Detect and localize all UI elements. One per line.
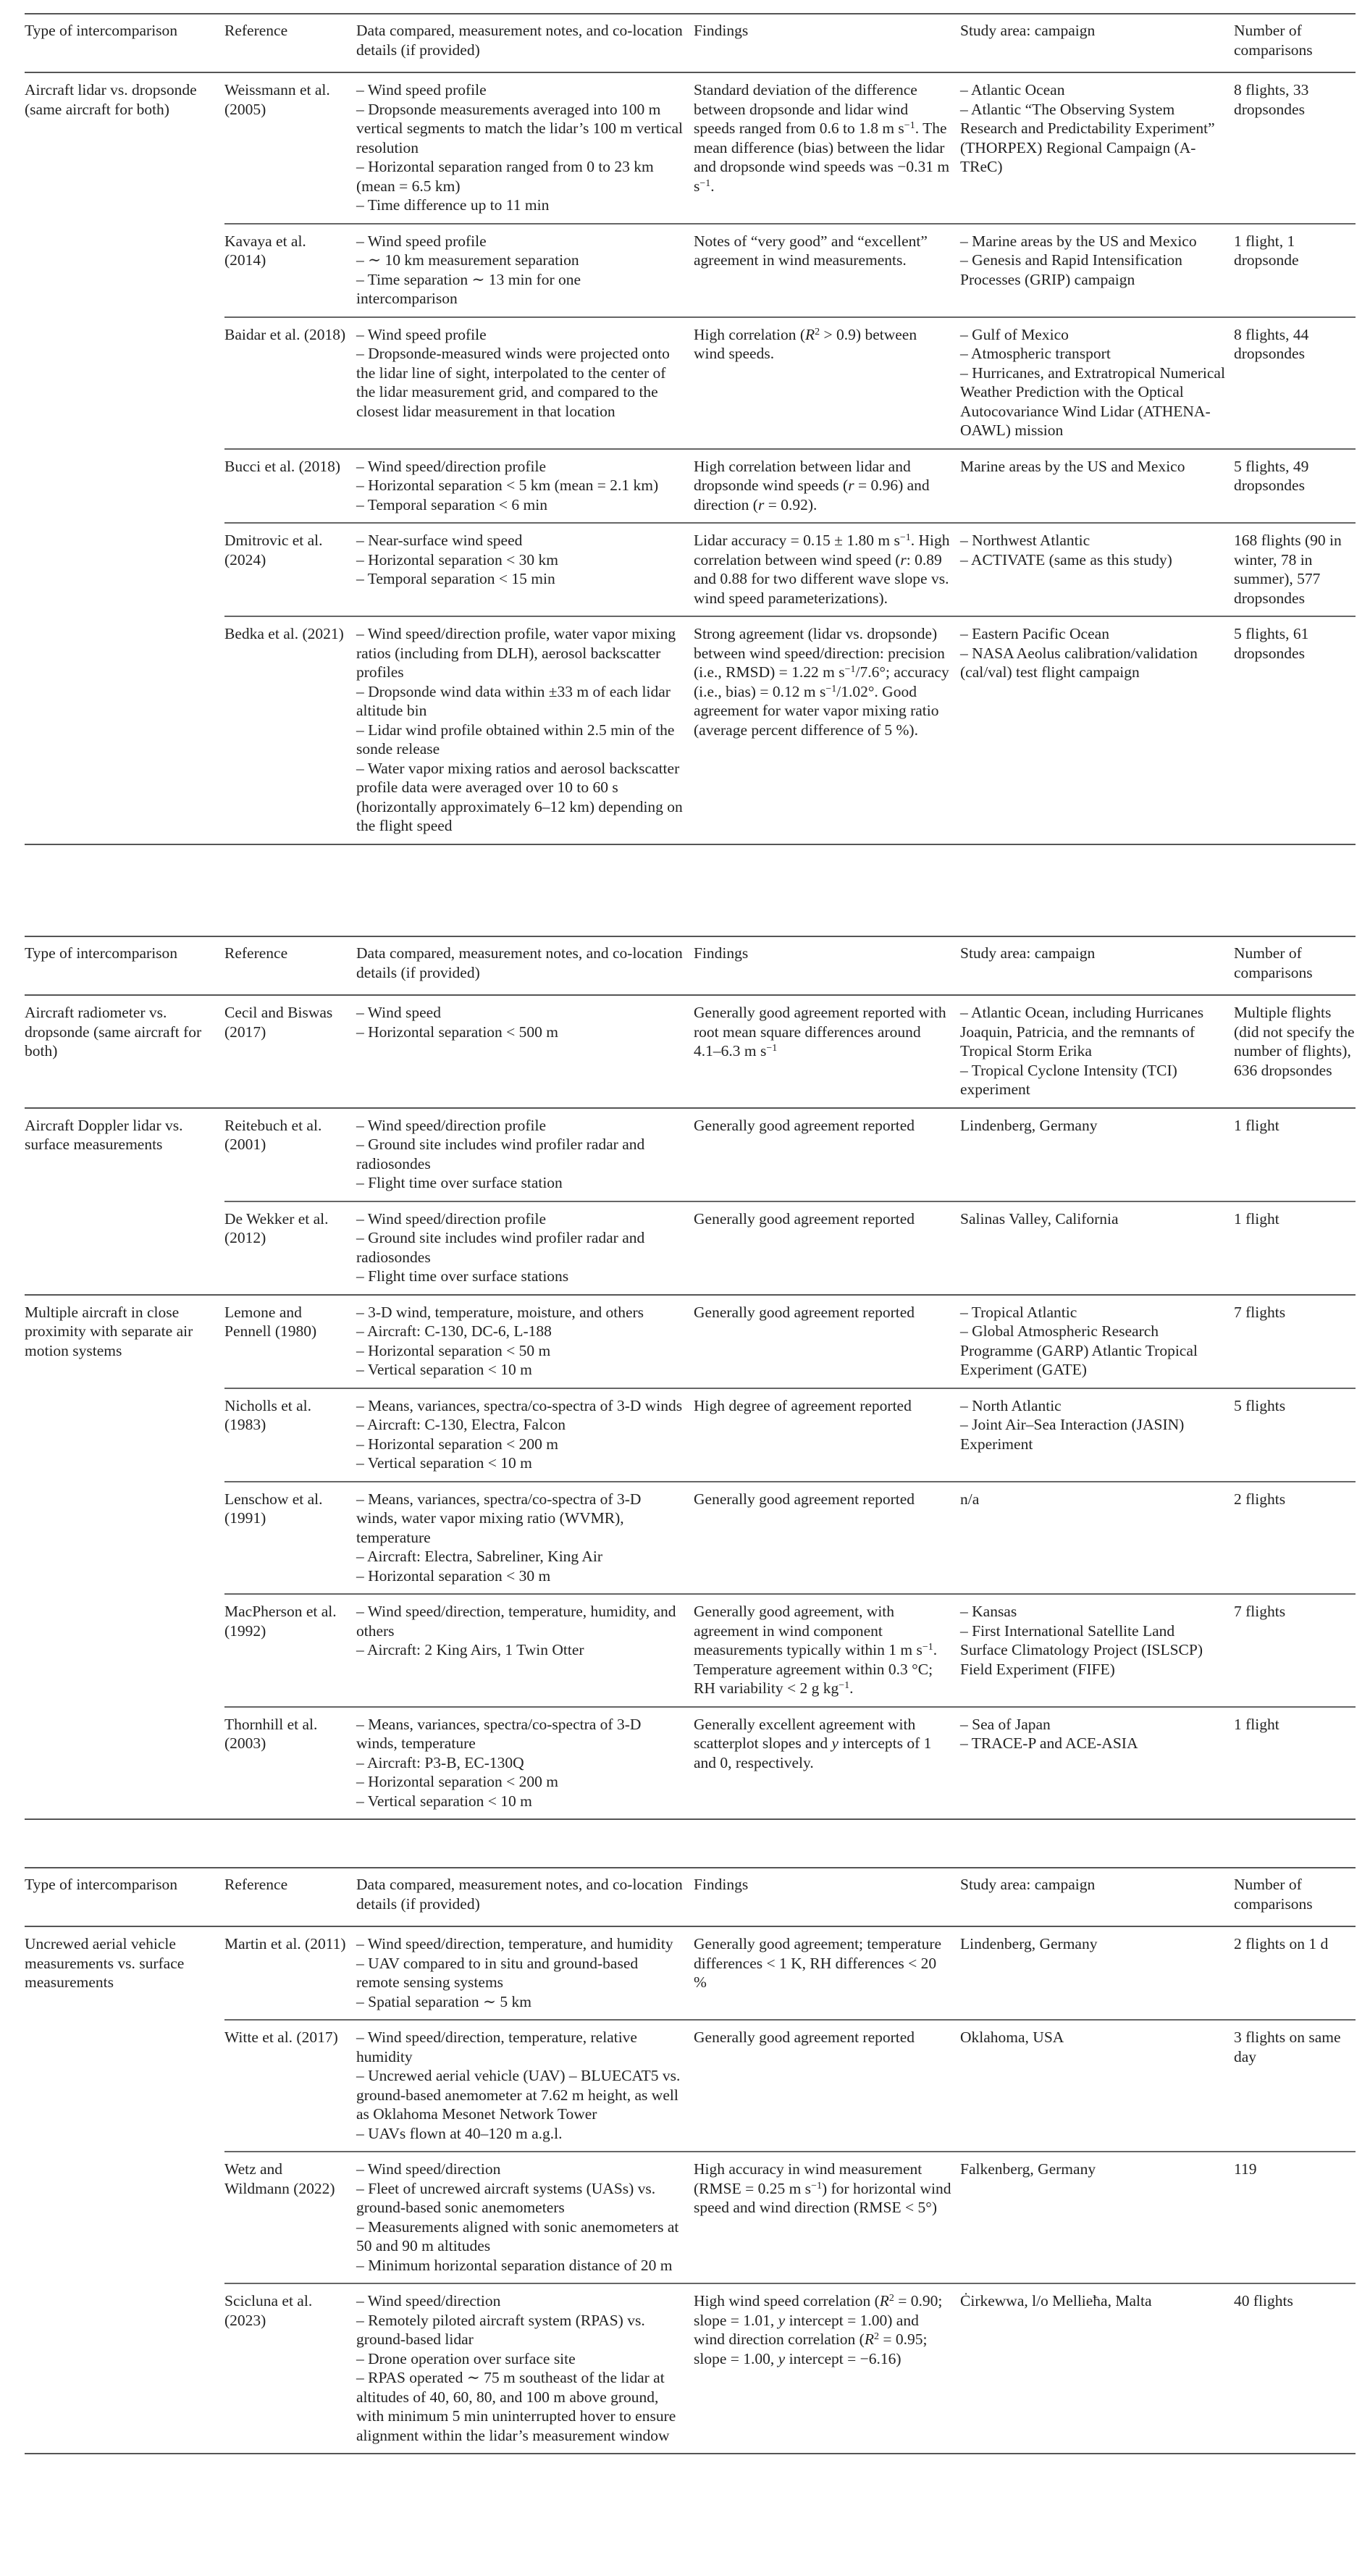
data-compared-item: – Aircraft: C-130, DC-6, L-188 <box>356 1322 552 1340</box>
data-compared-item: – Horizontal separation < 500 m <box>356 1023 559 1041</box>
findings-cell: Standard deviation of the difference between dropsonde and lidar wind speeds ranged from 0.6 to 1.8 m $s^{-1}$. The mean difference (bias) between the lidar and dropsonde wind speeds was −0.31 m $s^{-1}$. <box>694 81 950 195</box>
header-findings: Findings <box>694 1876 749 1893</box>
table-row <box>25 2152 1356 2283</box>
data-compared-item: – UAV compared to in situ and ground-based remote sensing systems <box>356 1954 639 1991</box>
study-area-cell <box>960 1201 1234 1295</box>
findings-cell: Generally good agreement reported <box>694 1295 960 1388</box>
study-area-cell <box>960 2283 1234 2454</box>
data-compared-item: – Dropsonde measurements averaged into 100 m vertical segments to match the lidar’s 100 m vertical resolution <box>356 100 683 156</box>
table-row <box>25 995 1356 1108</box>
data-compared-item: – Wind speed/direction profile <box>356 457 547 475</box>
header-findings: Findings <box>694 22 749 39</box>
data-compared-cell <box>356 1926 694 2020</box>
reference-cell: Weissmann et al. (2005) <box>224 81 330 118</box>
data-compared-cell <box>356 2283 694 2454</box>
data-compared-item: – Wind speed <box>356 1004 441 1021</box>
table-row <box>25 1482 1356 1595</box>
data-compared-item: – Vertical separation < 10 m <box>356 1454 532 1472</box>
study-area-cell <box>960 1108 1234 1201</box>
header-study-area: Study area: campaign <box>960 22 1096 39</box>
data-compared-item: – Wind speed/direction <box>356 2160 501 2178</box>
data-compared-cell <box>356 1594 694 1707</box>
intercomparison-type: Aircraft Doppler lidar vs. surface measurements <box>25 1108 224 1295</box>
data-compared-cell <box>356 72 694 224</box>
header-count: Number of comparisons <box>1234 22 1313 59</box>
findings-cell: High correlation $(R^2 > 0.9)$ between wind speeds. <box>694 317 960 449</box>
header-reference: Reference <box>224 22 288 39</box>
data-compared-cell <box>356 317 694 449</box>
study-area-cell <box>960 317 1234 449</box>
header-row <box>25 1868 1356 1926</box>
data-compared-item: – Horizontal separation < 200 m <box>356 1435 559 1453</box>
data-compared-item: – Aircraft: 2 King Airs, 1 Twin Otter <box>356 1641 584 1658</box>
data-compared-item: – Wind speed profile <box>356 232 487 250</box>
data-compared-cell <box>356 224 694 317</box>
comparison-count-cell: 2 flights <box>1234 1482 1356 1595</box>
study-area-cell <box>960 523 1234 616</box>
study-area-cell <box>960 1295 1234 1388</box>
study-area-cell <box>960 616 1234 844</box>
findings-cell: Generally good agreement, with agreement in wind component measurements typically within 1 m $s^{-1}$. Temperature agreement within 0.3 °C; RH variability < 2 g $kg^{-1}$. <box>694 1594 960 1707</box>
data-compared-item: – Water vapor mixing ratios and aerosol backscatter profile data were averaged over 10 to 60 s (horizontally approximately 6–12 km) depending on the flight speed <box>356 759 683 834</box>
data-compared-item: – Horizontal separation < 200 m <box>356 1773 559 1790</box>
study-area-item: – First International Satellite Land Surface Climatology Project (ISLSCP) Field Experiment (FIFE) <box>960 1621 1203 1678</box>
findings-cell: Generally good agreement reported <box>694 1482 960 1595</box>
findings-cell: Generally good agreement reported <box>694 1201 960 1295</box>
comparison-count-cell: 168 flights (90 in winter, 78 in summer), 577 dropsondes <box>1234 523 1356 616</box>
data-compared-item: – Dropsonde wind data within ±33 m of each lidar altitude bin <box>356 682 671 719</box>
data-compared-item: – Horizontal separation < 50 m <box>356 1341 551 1359</box>
reference-cell: Kavaya et al. (2014) <box>224 224 356 317</box>
header-count: Number of comparisons <box>1234 944 1313 981</box>
reference-cell: Wetz and Wildmann (2022) <box>224 2152 356 2283</box>
study-area-item: – Gulf of Mexico <box>960 325 1069 343</box>
comparison-count-cell: Multiple flights (did not specify the number of flights), 636 dropsondes <box>1234 1004 1355 1079</box>
reference-cell: Bedka et al. (2021) <box>224 616 356 844</box>
table-row <box>25 1388 1356 1482</box>
data-compared-item: – Ground site includes wind profiler radar and radiosondes <box>356 1136 645 1172</box>
intercomparison-table-part-3 <box>25 1867 1356 2454</box>
study-area-item: – Joint Air–Sea Interaction (JASIN) Experiment <box>960 1416 1185 1453</box>
comparison-count-cell: 7 flights <box>1234 1295 1356 1388</box>
comparison-count-cell: 119 <box>1234 2152 1356 2283</box>
reference-cell: Dmitrovic et al. (2024) <box>224 523 356 616</box>
table-row <box>25 1707 1356 1820</box>
study-area-item: – Sea of Japan <box>960 1715 1051 1733</box>
data-compared-item: – 3-D wind, temperature, moisture, and others <box>356 1303 644 1321</box>
findings-cell: Generally good agreement reported <box>694 2020 960 2152</box>
findings-cell: Notes of “very good” and “excellent” agreement in wind measurements. <box>694 224 960 317</box>
data-compared-item: – Uncrewed aerial vehicle (UAV) – BLUECAT5 vs. ground-based anemometer at 7.62 m height, as well as Oklahoma Mesonet Network Tower <box>356 2067 681 2123</box>
header-count: Number of comparisons <box>1234 1876 1313 1913</box>
data-compared-item: – UAVs flown at 40–120 m a.g.l. <box>356 2124 563 2142</box>
data-compared-item: – Horizontal separation < 30 km <box>356 550 559 569</box>
data-compared-item: – Horizontal separation < 30 m <box>356 1566 551 1585</box>
study-area-item: – Eastern Pacific Ocean <box>960 625 1109 642</box>
comparison-count-cell: 1 flight <box>1234 1707 1356 1820</box>
data-compared-cell <box>356 1201 694 1295</box>
study-area-item: – TRACE-P and ACE-ASIA <box>960 1734 1138 1752</box>
reference-cell: Nicholls et al. (1983) <box>224 1388 356 1482</box>
findings-cell: High correlation between lidar and dropsonde wind speeds (r = 0.96) and direction (r = 0.92). <box>694 449 960 524</box>
study-area-item: Salinas Valley, California <box>960 1209 1119 1228</box>
intercomparison-type: Uncrewed aerial vehicle measurements vs. surface measurements <box>25 1935 185 1991</box>
intercomparison-type: Multiple aircraft in close proximity with separate air motion systems <box>25 1295 224 1820</box>
study-area-cell <box>960 224 1234 317</box>
data-compared-item: – Temporal separation < 6 min <box>356 495 547 513</box>
data-compared-cell <box>356 523 694 616</box>
data-compared-item: – Horizontal separation < 5 km (mean = 2.1 km) <box>356 477 659 494</box>
data-compared-cell <box>356 1707 694 1820</box>
study-area-item: – Hurricanes, and Extratropical Numerical Weather Prediction with the Optical Autocovariance Wind Lidar (ATHENA-OAWL) mission <box>960 364 1225 439</box>
comparison-count-cell: 1 flight <box>1234 1201 1356 1295</box>
data-compared-cell <box>356 449 694 524</box>
comparison-count-cell: 8 flights, 33 dropsondes <box>1234 81 1309 118</box>
header-type: Type of intercomparison <box>25 1876 178 1893</box>
study-area-cell <box>960 449 1234 524</box>
data-compared-cell <box>356 1108 694 1201</box>
reference-cell: MacPherson et al. (1992) <box>224 1594 356 1707</box>
intercomparison-type: Aircraft radiometer vs. dropsonde (same aircraft for both) <box>25 1004 202 1060</box>
data-compared-cell <box>356 2020 694 2152</box>
table-row <box>25 72 1356 224</box>
data-compared-item: – Wind speed/direction profile, water vapor mixing ratios (including from DLH), aerosol backscatter profiles <box>356 625 676 681</box>
study-area-item: – Kansas <box>960 1603 1017 1620</box>
study-area-item: n/a <box>960 1490 980 1508</box>
table-row <box>25 1108 1356 1201</box>
data-compared-cell <box>356 616 694 844</box>
study-area-cell <box>960 1594 1234 1707</box>
findings-cell: Strong agreement (lidar vs. dropsonde) between wind speed/direction: precision (i.e., RMSD) = 1.22 m $s^{-1}/7.6^\circ$; accuracy (i.e., bias) = 0.12 m $s^{-1}/1.02^\circ$. Good agreement for water vapor mixing ratio (average percent difference of 5 %). <box>694 616 960 844</box>
study-area-item: – Northwest Atlantic <box>960 532 1090 549</box>
data-compared-item: – ∼ 10 km measurement separation <box>356 251 579 269</box>
data-compared-cell <box>356 1388 694 1482</box>
data-compared-item: – Lidar wind profile obtained within 2.5 min of the sonde release <box>356 721 675 758</box>
comparison-count-cell: 1 flight <box>1234 1108 1356 1201</box>
data-compared-item: – Wind speed profile <box>356 325 487 343</box>
table-row <box>25 1201 1356 1295</box>
study-area-item: – Global Atmospheric Research Programme (GARP) Atlantic Tropical Experiment (GATE) <box>960 1322 1198 1378</box>
study-area-item: – Tropical Cyclone Intensity (TCI) experiment <box>960 1061 1177 1098</box>
reference-cell: Reitebuch et al. (2001) <box>224 1108 356 1201</box>
data-compared-item: – Dropsonde-measured winds were projected onto the lidar line of sight, interpolated to the center of the lidar measurement grid, and compared to the closest lidar measurement in that location <box>356 345 670 420</box>
data-compared-item: – Means, variances, spectra/co-spectra of 3-D winds <box>356 1396 683 1414</box>
study-area-cell <box>960 72 1234 224</box>
header-type: Type of intercomparison <box>25 22 178 39</box>
header-findings: Findings <box>694 944 749 962</box>
study-area-item: Lindenberg, Germany <box>960 1116 1098 1134</box>
reference-cell: Lenschow et al. (1991) <box>224 1482 356 1595</box>
header-reference: Reference <box>224 944 288 962</box>
data-compared-item: – Vertical separation < 10 m <box>356 1792 532 1810</box>
study-area-cell <box>960 2020 1234 2152</box>
data-compared-item: – Wind speed/direction profile <box>356 1116 547 1134</box>
reference-cell: Thornhill et al. (2003) <box>224 1707 356 1820</box>
findings-cell: High accuracy in wind measurement (RMSE = 0.25 m $s^{-1}$) for horizontal wind speed and wind direction (RMSE < 5°) <box>694 2152 960 2283</box>
comparison-count-cell: 5 flights <box>1234 1388 1356 1482</box>
data-compared-item: – Spatial separation ∼ 5 km <box>356 1992 531 2010</box>
reference-cell: Lemone and Pennell (1980) <box>224 1295 356 1388</box>
data-compared-item: – Vertical separation < 10 m <box>356 1361 532 1378</box>
findings-cell: Generally excellent agreement with scatterplot slopes and y intercepts of 1 and 0, respectively. <box>694 1707 960 1820</box>
data-compared-item: – Means, variances, spectra/co-spectra of 3-D winds, water vapor mixing ratio (WVMR), temperature <box>356 1490 642 1546</box>
table-row <box>25 224 1356 317</box>
header-data: Data compared, measurement notes, and co-location details (if provided) <box>356 944 683 981</box>
comparison-count-cell: 5 flights, 61 dropsondes <box>1234 616 1356 844</box>
study-area-item: – Genesis and Rapid Intensification Processes (GRIP) campaign <box>960 251 1182 288</box>
study-area-item: – Atmospheric transport <box>960 345 1111 362</box>
data-compared-item: – RPAS operated ∼ 75 m southeast of the lidar at altitudes of 40, 60, 80, and 100 m above ground, with minimum 5 min uninterrupted hover to ensure alignment within the lidar’s measurement window <box>356 2369 676 2444</box>
study-area-cell <box>960 995 1234 1108</box>
comparison-count-cell: 40 flights <box>1234 2283 1356 2454</box>
comparison-count-cell: 8 flights, 44 dropsondes <box>1234 317 1356 449</box>
findings-cell: Lidar accuracy = 0.15 ± 1.80 m $s^{-1}$. High correlation between wind speed (r: 0.89 and 0.88 for two different wave slope vs. wind speed parameterizations). <box>694 523 960 616</box>
data-compared-item: – Fleet of uncrewed aircraft systems (UASs) vs. ground-based sonic anemometers <box>356 2179 656 2216</box>
comparison-count-cell: 1 flight, 1 dropsonde <box>1234 224 1356 317</box>
findings-cell: Generally good agreement reported with root mean square differences around 4.1–6.3 m $s^{-1}$ <box>694 1004 946 1060</box>
study-area-item: – Marine areas by the US and Mexico <box>960 232 1197 250</box>
data-compared-item: – Aircraft: C-130, Electra, Falcon <box>356 1416 566 1433</box>
data-compared-item: – Wind speed/direction, temperature, humidity, and others <box>356 1603 676 1640</box>
study-area-cell <box>960 1707 1234 1820</box>
header-type: Type of intercomparison <box>25 944 178 962</box>
reference-cell: Cecil and Biswas (2017) <box>224 1004 333 1041</box>
comparison-count-cell: 2 flights on 1 d <box>1234 1935 1329 1952</box>
reference-cell: Baidar et al. (2018) <box>224 317 356 449</box>
findings-cell: High wind speed correlation ($R^2 = 0.90$; slope = 1.01, y intercept = 1.00) and wind direction correlation ($R^2 = 0.95$; slope = 1.00, y intercept = −6.16) <box>694 2283 960 2454</box>
data-compared-item: – Time separation ∼ 13 min for one intercomparison <box>356 270 581 307</box>
header-row <box>25 936 1356 995</box>
header-data: Data compared, measurement notes, and co-location details (if provided) <box>356 22 683 59</box>
data-compared-item: – Horizontal separation ranged from 0 to 23 km (mean = 6.5 km) <box>356 158 654 195</box>
data-compared-item: – Wind speed/direction, temperature, relative humidity <box>356 2029 637 2065</box>
header-study-area: Study area: campaign <box>960 944 1096 962</box>
study-area-item: Ċirkewwa, l/o Mellieħa, Malta <box>960 2292 1152 2309</box>
study-area-item: Falkenberg, Germany <box>960 2160 1096 2178</box>
table-row <box>25 2283 1356 2454</box>
findings-cell: Generally good agreement reported <box>694 1108 960 1201</box>
data-compared-item: – Aircraft: Electra, Sabreliner, King Air <box>356 1548 603 1565</box>
table-row <box>25 523 1356 616</box>
reference-cell: Witte et al. (2017) <box>224 2020 356 2152</box>
data-compared-item: – Measurements aligned with sonic anemometers at 50 and 90 m altitudes <box>356 2218 679 2254</box>
data-compared-item: – Remotely piloted aircraft system (RPAS) vs. ground-based lidar <box>356 2311 645 2348</box>
study-area-item: – Atlantic “The Observing System Research and Predictability Experiment” (THORPEX) Regional Campaign (A-TReC) <box>960 100 1215 175</box>
intercomparison-table-part-1 <box>25 13 1356 845</box>
data-compared-item: – Near-surface wind speed <box>356 532 523 549</box>
data-compared-item: – Time difference up to 11 min <box>356 196 550 214</box>
header-row <box>25 14 1356 72</box>
data-compared-item: – Wind speed/direction profile <box>356 1209 547 1228</box>
header-study-area: Study area: campaign <box>960 1876 1096 1893</box>
findings-cell: High degree of agreement reported <box>694 1388 960 1482</box>
table-row <box>25 616 1356 844</box>
comparison-count-cell: 7 flights <box>1234 1594 1356 1707</box>
data-compared-item: – Means, variances, spectra/co-spectra of 3-D winds, temperature <box>356 1715 642 1752</box>
comparison-count-cell: 5 flights, 49 dropsondes <box>1234 449 1356 524</box>
study-area-cell <box>960 1926 1234 2020</box>
comparison-count-cell: 3 flights on same day <box>1234 2020 1356 2152</box>
intercomparison-table-part-2 <box>25 936 1356 1820</box>
findings-cell: Generally good agreement; temperature differences < 1 K, RH differences < 20 % <box>694 1935 942 1991</box>
study-area-item: – Atlantic Ocean, including Hurricanes Joaquin, Patricia, and the remnants of Tropical Storm Erika <box>960 1004 1204 1060</box>
table-row <box>25 449 1356 524</box>
study-area-item: Marine areas by the US and Mexico <box>960 457 1185 475</box>
reference-cell: Bucci et al. (2018) <box>224 449 356 524</box>
data-compared-item: – Wind speed profile <box>356 81 487 98</box>
reference-cell: Martin et al. (2011) <box>224 1935 346 1952</box>
data-compared-item: – Flight time over surface stations <box>356 1267 569 1285</box>
table-row <box>25 1594 1356 1707</box>
header-data: Data compared, measurement notes, and co-location details (if provided) <box>356 1876 683 1913</box>
data-compared-item: – Flight time over surface station <box>356 1174 563 1191</box>
data-compared-cell <box>356 995 694 1108</box>
reference-cell: Scicluna et al. (2023) <box>224 2283 356 2454</box>
study-area-cell <box>960 1482 1234 1595</box>
reference-cell: De Wekker et al. (2012) <box>224 1201 356 1295</box>
study-area-item: – Atlantic Ocean <box>960 81 1065 98</box>
data-compared-cell <box>356 1295 694 1388</box>
study-area-cell <box>960 2152 1234 2283</box>
table-row <box>25 2020 1356 2152</box>
intercomparison-type: Aircraft lidar vs. dropsonde (same aircraft for both) <box>25 81 197 118</box>
study-area-cell <box>960 1388 1234 1482</box>
study-area-item: – North Atlantic <box>960 1396 1062 1414</box>
data-compared-item: – Minimum horizontal separation distance of 20 m <box>356 2256 673 2274</box>
data-compared-item: – Wind speed/direction <box>356 2292 501 2309</box>
table-row <box>25 1926 1356 2020</box>
data-compared-item: – Aircraft: P3-B, EC-130Q <box>356 1753 524 1771</box>
table-row <box>25 317 1356 449</box>
study-area-item: – ACTIVATE (same as this study) <box>960 550 1172 569</box>
data-compared-cell <box>356 2152 694 2283</box>
table-row <box>25 1295 1356 1388</box>
study-area-item: – NASA Aeolus calibration/validation (cal/val) test flight campaign <box>960 644 1198 681</box>
data-compared-item: – Wind speed/direction, temperature, and humidity <box>356 1935 673 1952</box>
data-compared-cell <box>356 1482 694 1595</box>
study-area-item: Oklahoma, USA <box>960 2029 1064 2046</box>
header-reference: Reference <box>224 1876 288 1893</box>
study-area-item: – Tropical Atlantic <box>960 1303 1077 1321</box>
data-compared-item: – Temporal separation < 15 min <box>356 570 555 587</box>
study-area-item: Lindenberg, Germany <box>960 1935 1098 1952</box>
data-compared-item: – Ground site includes wind profiler radar and radiosondes <box>356 1229 645 1266</box>
data-compared-item: – Drone operation over surface site <box>356 2349 576 2367</box>
